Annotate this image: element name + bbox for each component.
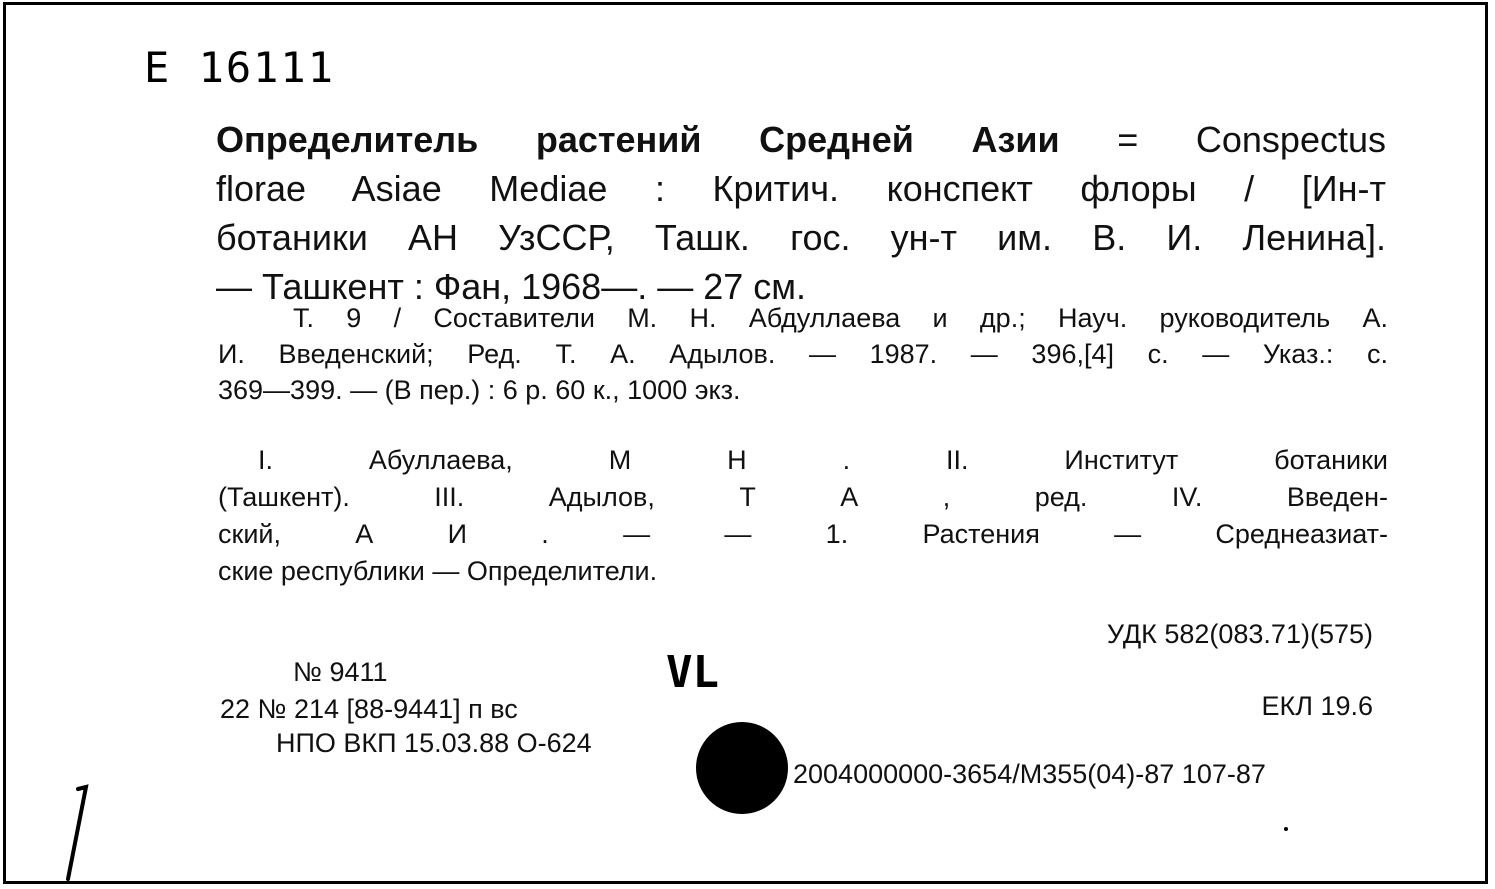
title-line: — Ташкент : Фан, 1968—. — 27 см.	[216, 266, 806, 307]
classification-code: 2004000000-3654/M355(04)-87 107-87	[793, 759, 1266, 789]
tracing-line: (Ташкент). III. Адылов, Т А , ред. IV. Введен-	[218, 482, 1388, 512]
call-number: E 16111	[144, 43, 336, 92]
publisher-line: НПО ВКП 15.03.88 О-624	[276, 728, 592, 758]
volume-line: И. Введенский; Ред. Т. А. Адылов. — 1987. — 396,[4] с. — Указ.: с.	[218, 339, 1388, 369]
udc-code: УДК 582(083.71)(575)	[1106, 619, 1373, 649]
record-number: № 9411	[293, 657, 388, 687]
title-line	[216, 115, 1386, 164]
handwritten-mark-icon	[58, 783, 98, 888]
tracing-line: ский, А И . — — 1. Растения — Среднеазиат-	[218, 519, 1388, 549]
ekl-code: ЕКЛ 19.6	[1261, 691, 1373, 721]
title-statement	[216, 115, 1386, 311]
volume-line: Т. 9 / Составители М. Н. Абдуллаева и др.; Науч. руководитель А.	[293, 303, 1388, 333]
volume-statement	[218, 300, 1388, 408]
print-order-line: 22 № 214 [88-9441] п вс	[220, 694, 518, 724]
title-rest: = Conspectus	[1059, 119, 1386, 160]
title-line: florae Asiae Mediae : Критич. конспект флоры / [Ин-т	[216, 168, 1386, 209]
title-bold: Определитель растений Сpедней Азии	[216, 119, 1060, 160]
volume-line: 369—399. — (В пер.) : 6 р. 60 к., 1000 экз.	[218, 375, 741, 405]
ink-speck	[1284, 827, 1288, 831]
title-line: ботаники АН УзССР, Ташк. гос. ун-т им. В. И. Ленина].	[216, 217, 1386, 258]
tracing-line: I. Абуллаева, М Н . II. Институт ботаники	[258, 445, 1388, 475]
tracing-line: ские республики — Определители.	[218, 556, 658, 586]
catalog-card	[3, 2, 1488, 884]
tracings	[218, 442, 1388, 590]
punch-hole-icon	[696, 722, 788, 814]
vl-stamp: VL	[666, 647, 719, 698]
